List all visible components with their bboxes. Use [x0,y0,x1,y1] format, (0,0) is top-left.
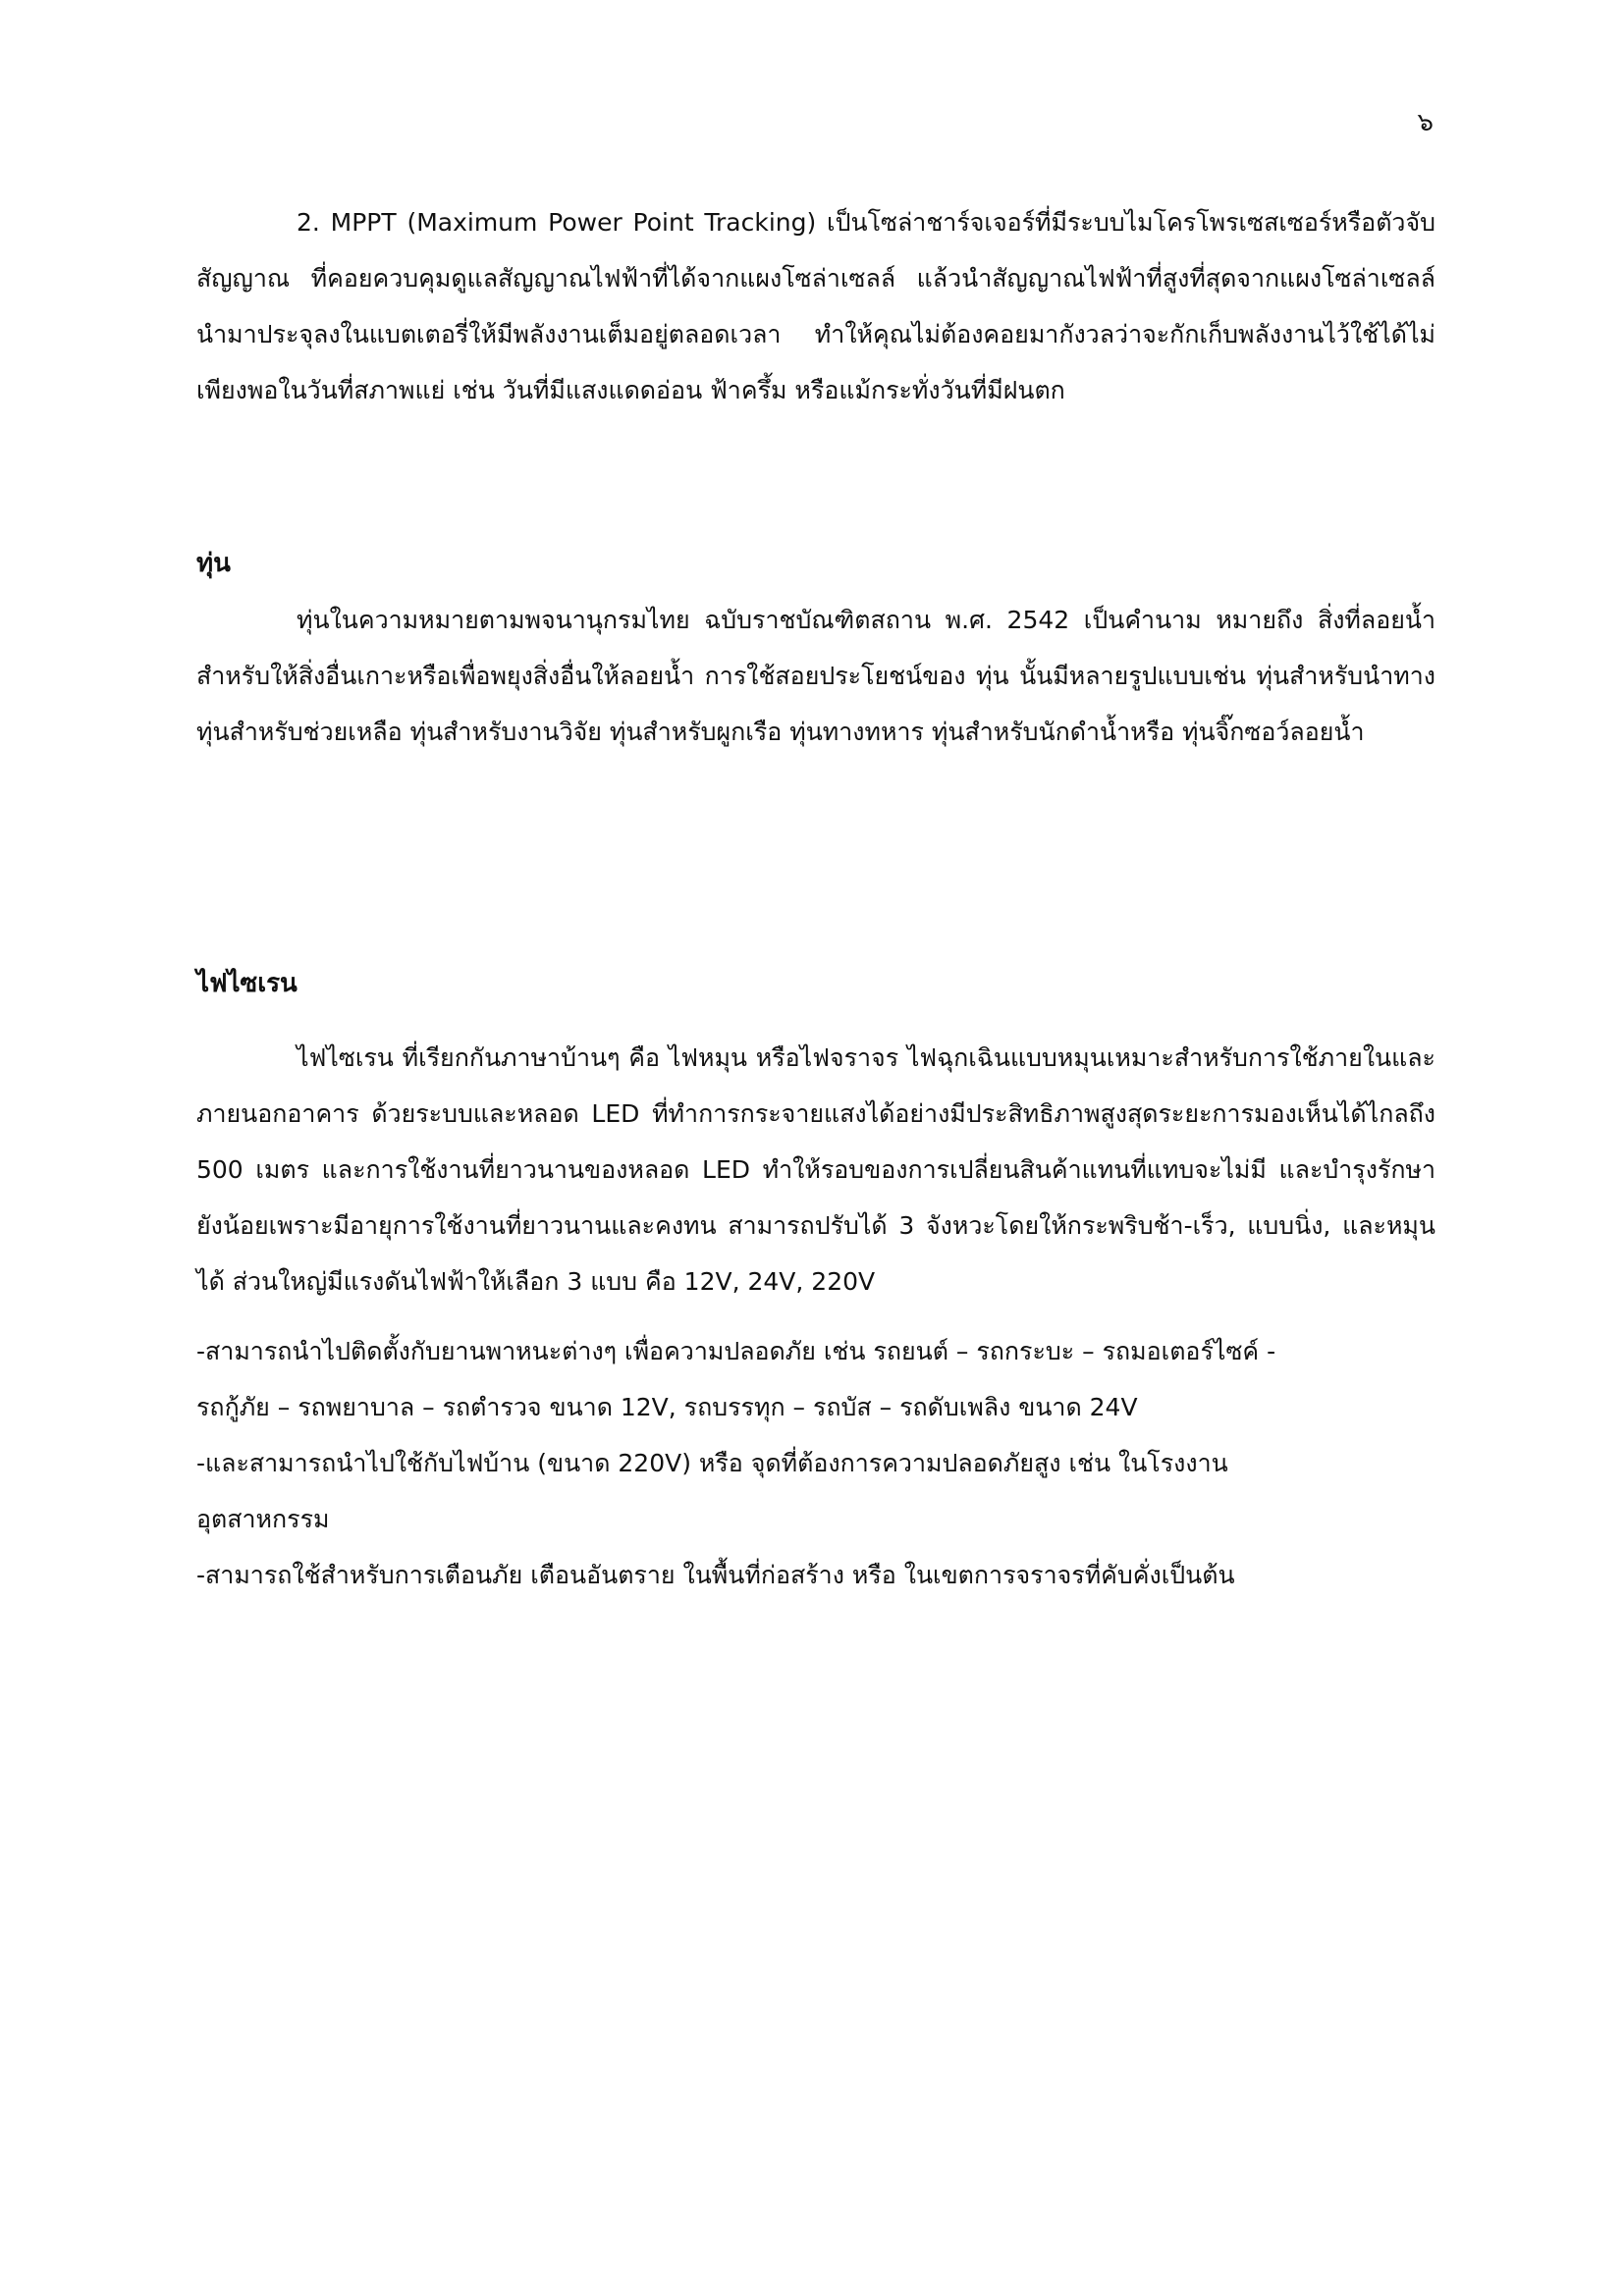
spacer [196,1012,1435,1030]
spacer [196,760,1435,956]
siren-paragraph: ไฟไซเรน ที่เรียกกันภาษาบ้านๆ คือ ไฟหมุน หรือไฟจราจร ไฟฉุกเฉินแบบหมุนเหมาะสำหรับการใช้ภายในและภายนอกอาคาร ด้วยระบบและหลอด LED ที่ทำการกระจายแสงได้อย่างมีประสิทธิภาพสูงสุดระยะการมองเห็นได้ไกลถึง 500 เมตร และการใช้งานที่ยาวนานของหลอด LED ทำให้รอบของการเปลี่ยนสินค้าแทนที่แทบจะไม่มี และบำรุงรักษายังน้อยเพราะมีอายุการใช้งานที่ยาวนานและคงทน สามารถปรับได้ 3 จังหวะโดยให้กระพริบช้า-เร็ว, แบบนิ่ง, และหมุนได้ ส่วนใหญ่มีแรงดันไฟฟ้าให้เลือก 3 แบบ คือ 12V, 24V, 220V [196,1043,1435,1296]
siren-list-item: รถกู้ภัย – รถพยาบาล – รถตำรวจ ขนาด 12V, รถบรรทุก – รถบัส – รถดับเพลิง ขนาด 24V [196,1393,1138,1421]
siren-list-item: -สามารถใช้สำหรับการเตือนภัย เตือนอันตราย ในพื้นที่ก่อสร้าง หรือ ในเขตการจราจรที่คับคั่งเป็นต้น [196,1561,1235,1589]
buoy-paragraph: ทุ่นในความหมายตามพจนานุกรมไทย ฉบับราชบัณฑิตสถาน พ.ศ. 2542 เป็นคำนาม หมายถึง สิ่งที่ลอยน้ำสำหรับให้สิ่งอื่นเกาะหรือเพื่อพยุงสิ่งอื่นให้ลอยน้ำ การใช้สอยประโยชน์ของ ทุ่น นั้นมีหลายรูปแบบเช่น ทุ่นสำหรับนำทาง ทุ่นสำหรับช่วยเหลือ ทุ่นสำหรับงานวิจัย ทุ่นสำหรับผูกเรือ ทุ่นทางทหาร ทุ่นสำหรับนักดำน้ำหรือ ทุ่นจิ๊กซอว์ลอยน้ำ [196,606,1435,746]
siren-list-item: อุตสาหกรรม [196,1505,330,1533]
siren-list-item: -และสามารถนำไปใช้กับไฟบ้าน (ขนาด 220V) หรือ จุดที่ต้องการความปลอดภัยสูง เช่น ในโรงงาน [196,1449,1228,1477]
spacer [196,1309,1435,1323]
siren-list-item: -สามารถนำไปติดตั้งกับยานพาหนะต่างๆ เพื่อความปลอดภัย เช่น รถยนต์ – รถกระบะ – รถมอเตอร์ไซค์ - [196,1337,1276,1365]
siren-heading: ไฟไซเรน [196,969,298,998]
page-content [196,194,1435,1603]
page-number: ๖ [1417,108,1434,137]
buoy-heading: ทุ่น [196,549,231,578]
mppt-paragraph: 2. MPPT (Maximum Power Point Tracking) เป็นโซล่าชาร์จเจอร์ที่มีระบบไมโครโพรเซสเซอร์หรือตัวจับสัญญาณ ที่คอยควบคุมดูแลสัญญาณไฟฟ้าที่ได้จากแผงโซล่าเซลล์ แล้วนำสัญญาณไฟฟ้าที่สูงที่สุดจากแผงโซล่าเซลล์นำมาประจุลงในแบตเตอรี่ให้มีพลังงานเต็มอยู่ตลอดเวลา ทำให้คุณไม่ต้องคอยมากังวลว่าจะกักเก็บพลังงานไว้ใช้ได้ไม่เพียงพอในวันที่สภาพแย่ เช่น วันที่มีแสงแดดอ่อน ฟ้าครึ้ม หรือแม้กระทั่งวันที่มีฝนตก [196,208,1435,404]
spacer [196,418,1435,536]
